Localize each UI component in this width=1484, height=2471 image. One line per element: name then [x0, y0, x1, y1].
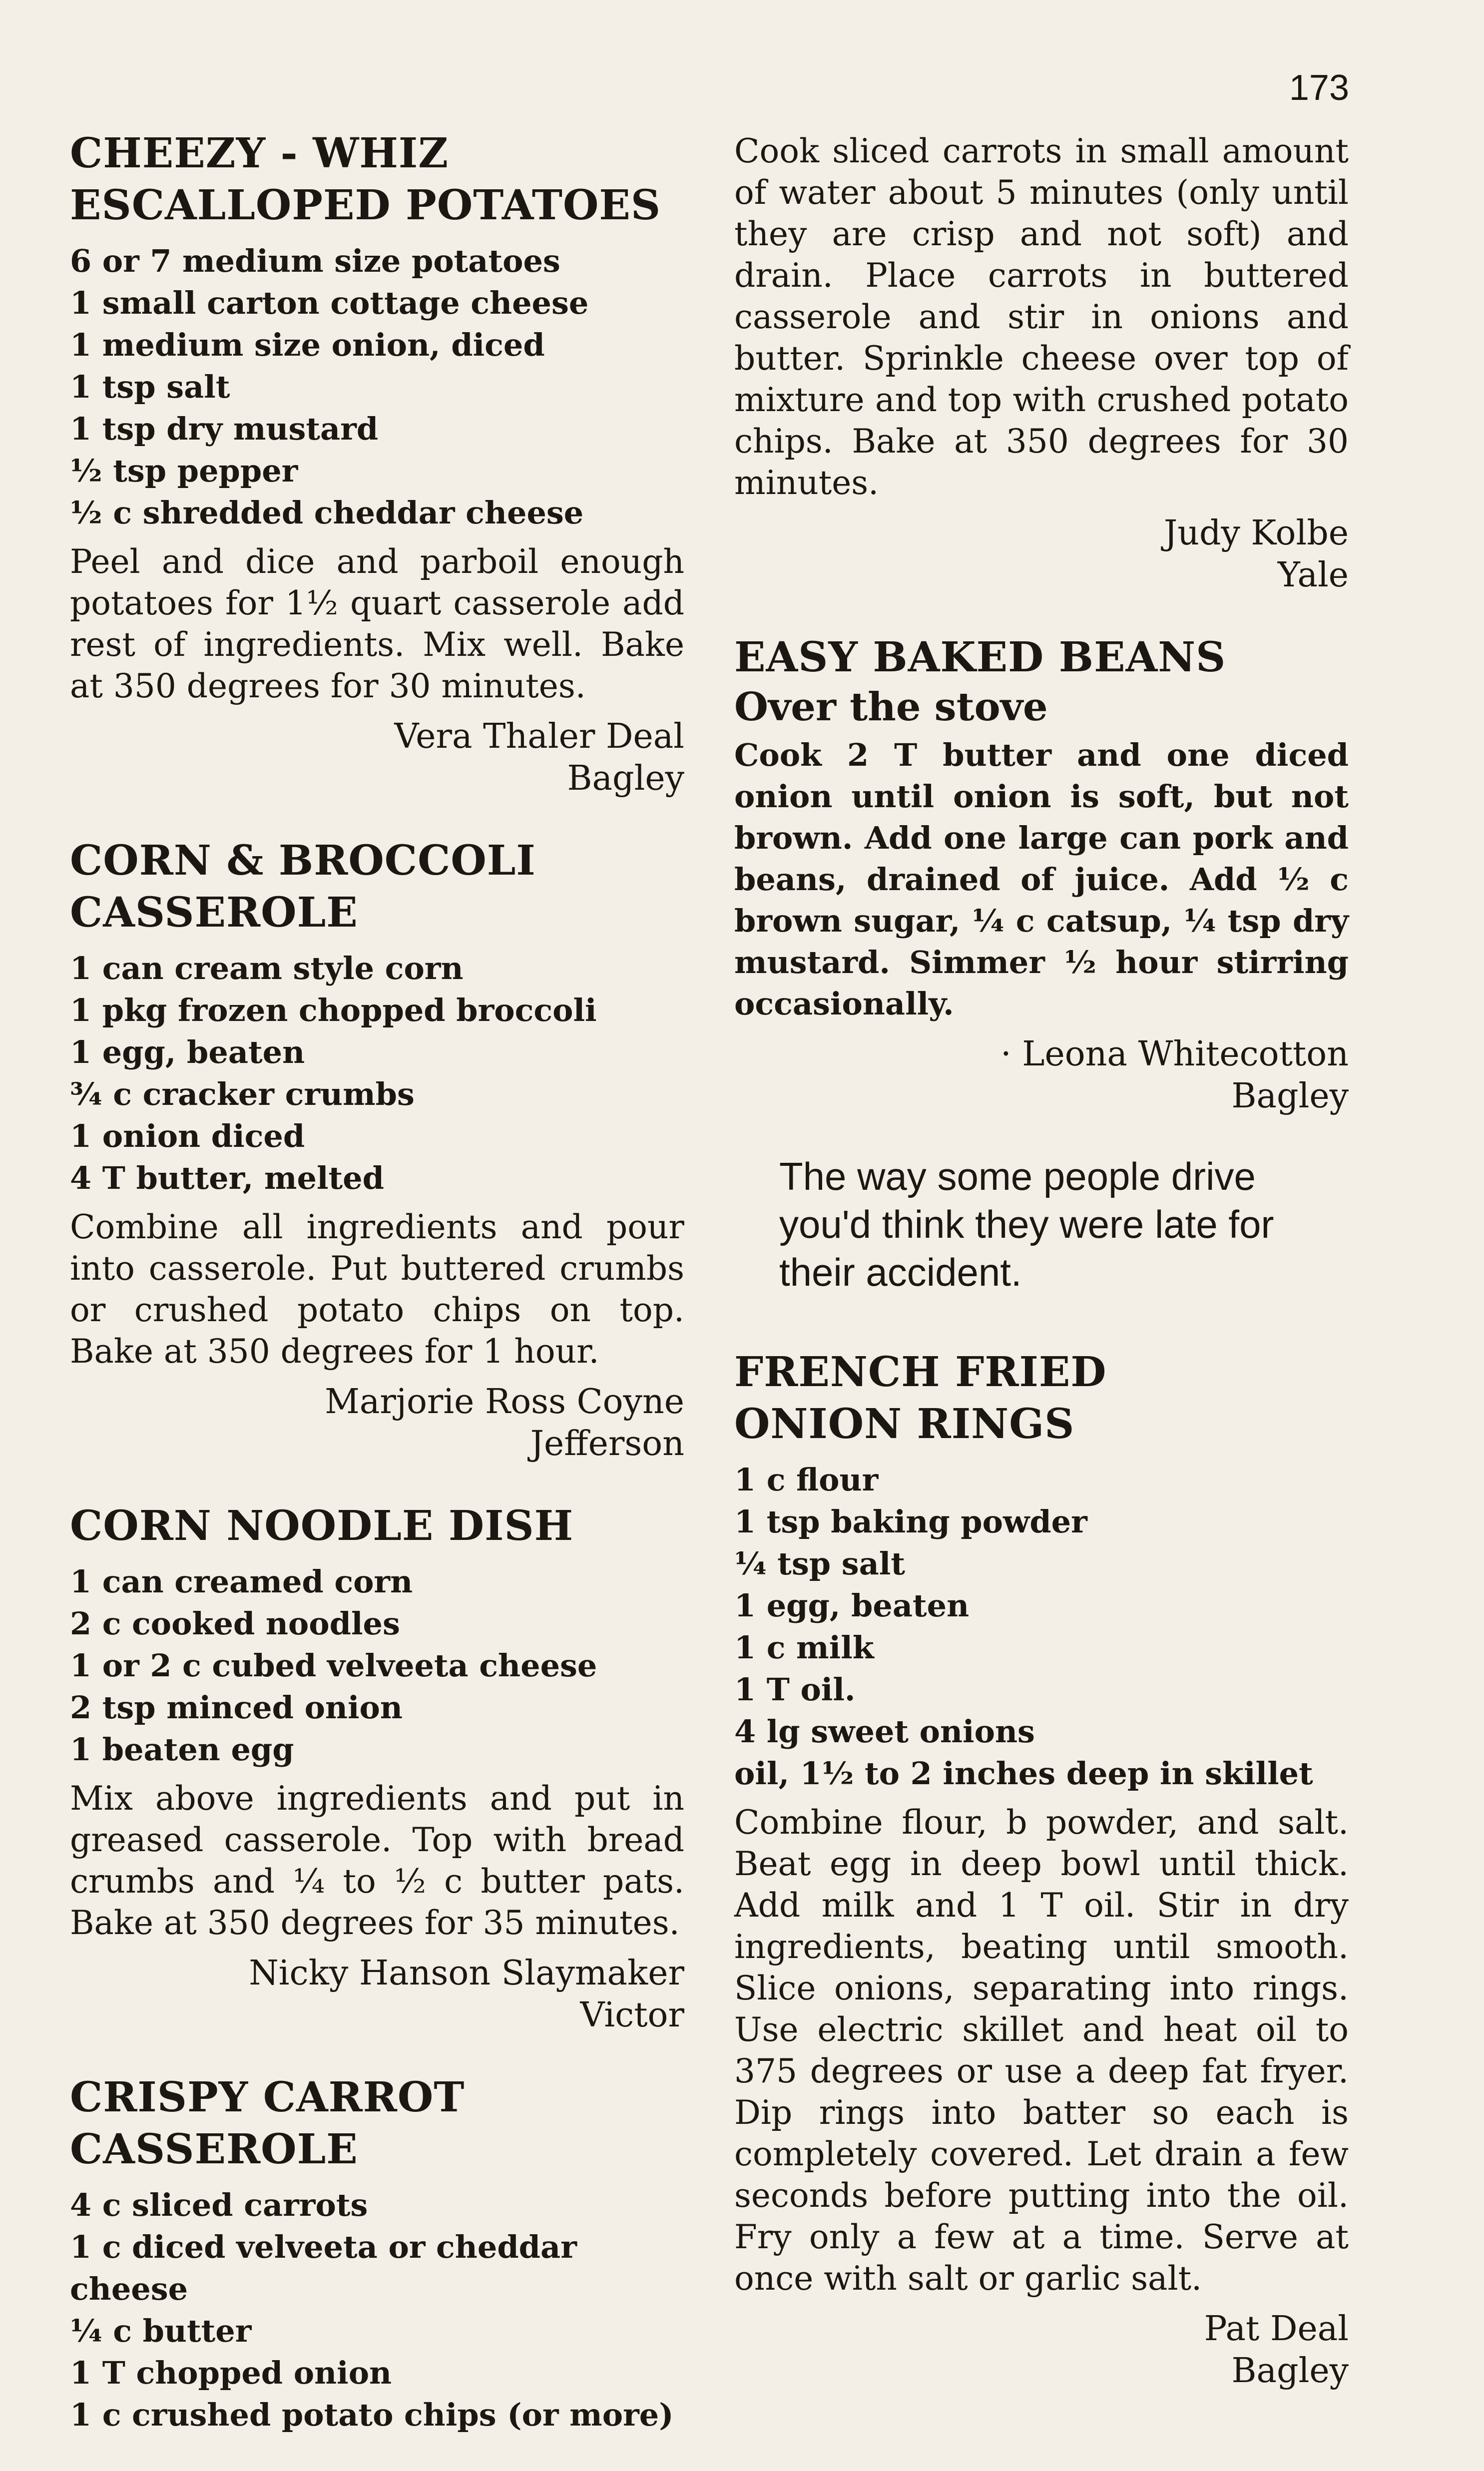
ingredient: 1 onion diced [70, 1118, 305, 1154]
contributor [70, 716, 684, 800]
title-line: CHEEZY - WHIZ [70, 129, 449, 177]
title-line: FRENCH FRIED [734, 1348, 1107, 1396]
ingredient-list [70, 1561, 684, 1771]
contributor-name: Nicky Hanson Slaymaker [249, 1954, 684, 1993]
title-line: CASSEROLE [70, 889, 358, 937]
ingredient: ¾ c cracker crumbs [70, 1076, 415, 1112]
contributor [70, 1381, 684, 1465]
contributor-town: Yale [1277, 555, 1349, 595]
recipe-french-fried-onion-rings [734, 1346, 1349, 2392]
ingredient: ½ tsp pepper [70, 453, 298, 489]
ingredient: 2 c cooked noodles [70, 1605, 400, 1642]
contributor-name: · Leona Whitecotton [1000, 1034, 1349, 1074]
contributor-town: Bagley [567, 759, 684, 798]
recipe-directions: Combine all ingredients and pour into casserole. Put buttered crumbs or crushed potato chips on top. Bake at 350 degrees for 1 hour. [70, 1208, 684, 1371]
recipe-title [70, 835, 684, 939]
left-column [70, 127, 684, 2471]
ingredient-list [734, 1459, 1349, 1795]
ingredient: 1 medium size onion, diced [70, 327, 545, 363]
ingredient: 1 small carton cottage cheese [70, 285, 589, 321]
recipe-title [70, 2071, 684, 2175]
ingredient: 1 beaten egg [70, 1731, 294, 1768]
recipe-directions: Combine flour, b powder, and salt. Beat egg in deep bowl until thick. Add milk and 1 T oil. Stir in dry ingredients, beating until smooth. Slice onions, separating into rings. Use electric skillet and heat oil to 375 degrees or use a deep fat fryer. Dip rings into batter so each is completely covered. Let drain a few seconds before putting into the oil. Fry only a few at a time. Serve at once with salt or garlic salt. [734, 1803, 1349, 2298]
ingredient: 1 tsp baking powder [734, 1503, 1087, 1540]
contributor-town: Bagley [1231, 2351, 1349, 2391]
ingredient-list [70, 948, 684, 1199]
recipe-title [70, 1500, 684, 1552]
contributor-town: Jefferson [530, 1424, 684, 1464]
recipe-crispy-carrot-casserole [70, 2071, 684, 2436]
ingredient: 1 T oil. [734, 1671, 856, 1708]
ingredient: 1 c milk [734, 1629, 874, 1666]
ingredient: ¼ tsp salt [734, 1545, 905, 1582]
ingredient: 4 T butter, melted [70, 1160, 384, 1196]
ingredient: 4 c sliced carrots [70, 2187, 368, 2223]
recipe-corn-broccoli-casserole [70, 835, 684, 1465]
ingredient: 1 egg, beaten [70, 1034, 305, 1070]
title-line: CORN & BROCCOLI [70, 837, 536, 885]
recipe-easy-baked-beans [734, 631, 1349, 1117]
ingredient: 1 T chopped onion [70, 2355, 392, 2391]
recipe-corn-noodle-dish [70, 1500, 684, 2036]
recipe-cheezy-whiz-potatoes [70, 127, 684, 800]
ingredient: 2 tsp minced onion [70, 1689, 403, 1726]
ingredient: 1 or 2 c cubed velveeta cheese [70, 1647, 597, 1684]
right-column [734, 127, 1349, 2427]
recipe-directions: Cook sliced carrots in small amount of water about 5 minutes (only until they are crisp and not soft) and drain. Place carrots in buttered casserole and stir in onions and butter. Sprinkle cheese over top of mixture and top with crushed potato chips. Bake at 350 degrees for 30 minutes. [734, 132, 1349, 502]
ingredient: 1 pkg frozen chopped broccoli [70, 992, 597, 1028]
ingredient: 1 tsp dry mustard [70, 411, 379, 447]
ingredient: ½ c shredded cheddar cheese [70, 494, 584, 531]
ingredient-list [70, 2184, 684, 2436]
ingredient: ¼ c butter [70, 2313, 252, 2349]
filler-quote: The way some people drive you'd think they were late for their accident. [779, 1154, 1274, 1294]
recipe-directions: Mix above ingredients and put in greased casserole. Top with bread crumbs and ¼ to ½ c butter pats. Bake at 350 degrees for 35 minutes. [70, 1779, 684, 1942]
ingredient: 1 c diced velveeta or cheddar cheese [70, 2229, 577, 2307]
recipe-crispy-carrot-continued [734, 130, 1349, 596]
recipe-directions: Peel and dice and parboil enough potatoes for 1½ quart casserole add rest of ingredients. Mix well. Bake at 350 degrees for 30 minutes. [70, 542, 684, 705]
ingredient-list [70, 240, 684, 534]
ingredient: 1 egg, beaten [734, 1587, 970, 1624]
title-line: CORN NOODLE DISH [70, 1502, 574, 1550]
title-line: CRISPY CARROT [70, 2073, 465, 2121]
ingredient: 1 can cream style corn [70, 950, 464, 987]
ingredient: 1 can creamed corn [70, 1563, 413, 1600]
contributor-name: Pat Deal [1204, 2309, 1349, 2349]
ingredient: 4 lg sweet onions [734, 1713, 1035, 1750]
page-number: 173 [1289, 68, 1349, 108]
contributor-town: Victor [580, 1995, 684, 2035]
contributor [734, 2308, 1349, 2392]
recipe-title [734, 1346, 1349, 1450]
recipe-title: EASY BAKED BEANS [734, 633, 1226, 681]
recipe-subtitle: Over the stove [734, 684, 1048, 730]
ingredient: 1 c flour [734, 1462, 879, 1498]
contributor-town: Bagley [1231, 1076, 1349, 1116]
recipe-directions: Cook 2 T butter and one diced onion until onion is soft, but not brown. Add one large can pork and beans, drained of juice. Add ½ c brown sugar, ¼ c catsup, ¼ tsp dry mustard. Simmer ½ hour stirring occasionally. [734, 737, 1349, 1022]
contributor-name: Marjorie Ross Coyne [325, 1382, 684, 1422]
contributor-name: Judy Kolbe [1163, 513, 1349, 553]
contributor [734, 1033, 1349, 1117]
contributor [734, 512, 1349, 596]
title-line: ESCALLOPED POTATOES [70, 181, 661, 229]
title-line: CASSEROLE [70, 2125, 358, 2173]
ingredient: 1 c crushed potato chips (or more) [70, 2397, 674, 2433]
contributor [70, 1953, 684, 2036]
ingredient: oil, 1½ to 2 inches deep in skillet [734, 1755, 1313, 1792]
ingredient: 1 tsp salt [70, 369, 230, 405]
contributor-name: Vera Thaler Deal [394, 717, 684, 756]
ingredient: 6 or 7 medium size potatoes [70, 243, 560, 279]
recipe-title [70, 127, 684, 231]
title-line: ONION RINGS [734, 1400, 1075, 1448]
